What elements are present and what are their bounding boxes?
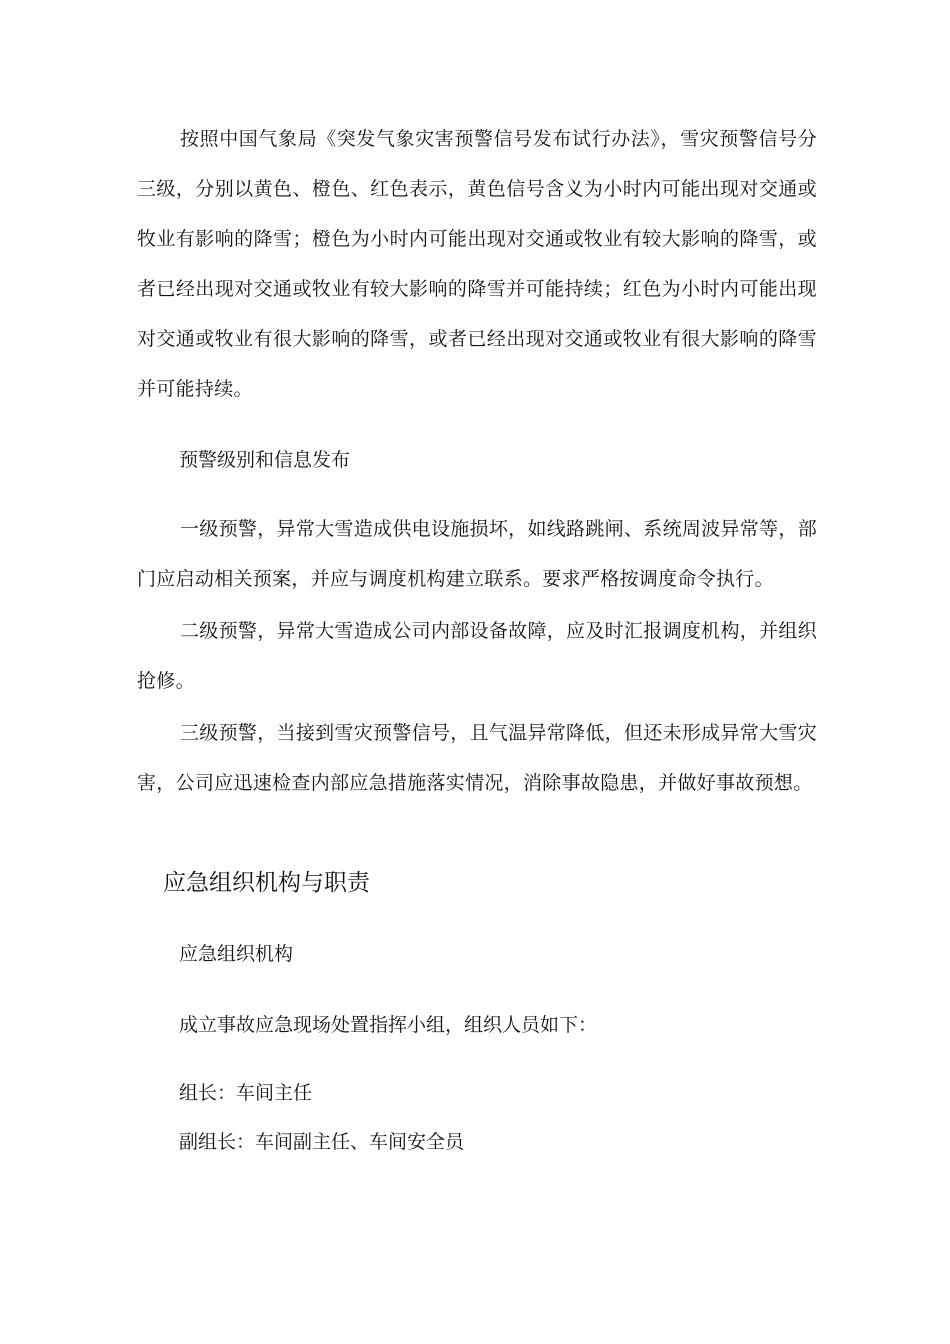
org-heading: 应急组织机构 — [179, 943, 294, 965]
org-intro-line: 成立事故应急现场处置指挥小组，组织人员如下： — [179, 1014, 598, 1036]
level-three-paragraph: 三级预警，当接到雪灾预警信号，且气温异常降低，但还未形成异常大雪灾害，公司应迅速检查内部应急措施落实情况，消除事故隐患，并做好事故预想。 — [137, 722, 817, 794]
intro-paragraph: 按照中国气象局《突发气象灾害预警信号发布试行办法》，雪灾预警信号分三级，分别以黄色、橙色、红色表示，黄色信号含义为小时内可能出现对交通或牧业有影响的降雪；橙色为小时内可能出现对交通或牧业有较大影响的降雪，或者已经出现对交通或牧业有较大影响的降雪并可能持续；红色为小时内可能出现对交通或牧业有很大影响的降雪，或者已经出现对交通或牧业有很大影响的降雪并可能持续。 — [137, 128, 817, 400]
level-one-paragraph: 一级预警，异常大雪造成供电设施损坏，如线路跳闸、系统周波异常等，部门应启动相关预案，并应与调度机构建立联系。要求严格按调度命令执行。 — [137, 518, 817, 590]
level-two-paragraph: 二级预警，异常大雪造成公司内部设备故障，应及时汇报调度机构，并组织抢修。 — [137, 620, 817, 692]
warning-level-heading: 预警级别和信息发布 — [179, 449, 351, 471]
leader-line: 组长：车间主任 — [179, 1082, 313, 1104]
section-heading: 应急组织机构与职责 — [163, 870, 370, 896]
deputy-leader-line: 副组长：车间副主任、车间安全员 — [179, 1131, 465, 1153]
